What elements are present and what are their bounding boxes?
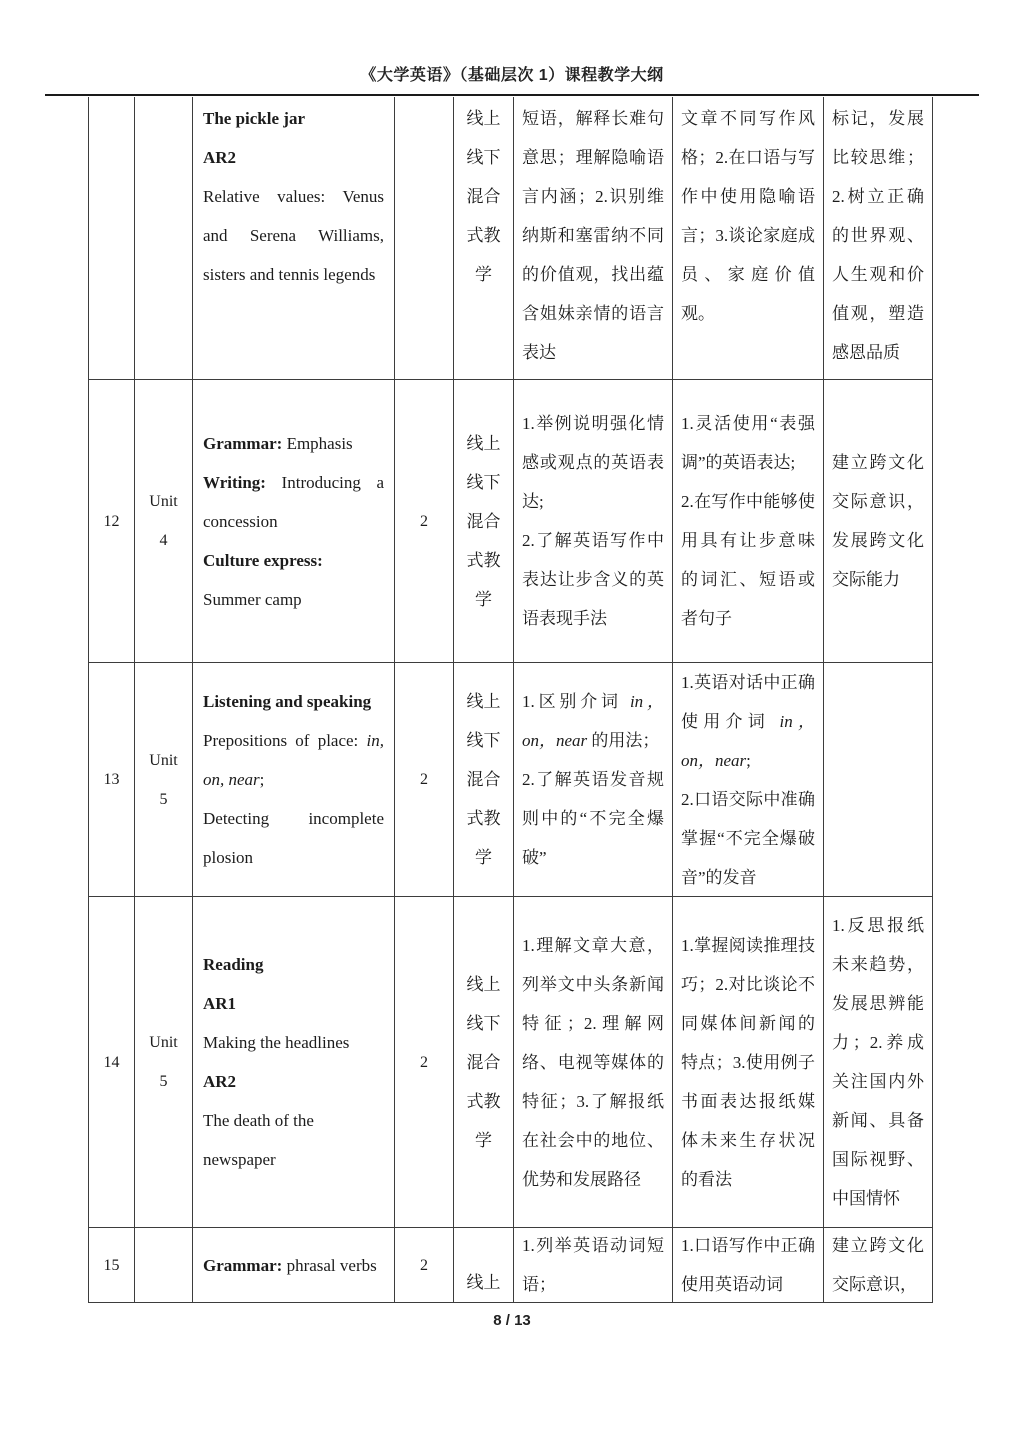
cell-number-line: 14	[103, 1053, 120, 1071]
page-number: 8 / 13	[493, 1312, 531, 1329]
cell-objective-quality	[824, 97, 933, 380]
cell-objective-knowledge-paragraph: 短语，解释长难句意思；理解隐喻语言内涵；2.识别维纳斯和塞雷纳不同的价值观，找出蕴含姐妹亲情的语言表达	[522, 109, 664, 362]
cell-objective-knowledge	[514, 380, 673, 663]
cell-hours-line: 2	[420, 1053, 428, 1071]
cell-hours-line: 2	[420, 1256, 428, 1274]
cell-teaching-mode	[454, 97, 514, 380]
cell-content-paragraph: Writing: Introducing a concession	[203, 472, 384, 531]
cell-objective-quality	[824, 897, 933, 1228]
cell-objective-ability	[673, 380, 824, 663]
cell-teaching-mode-line: 学	[475, 1130, 492, 1150]
cell-unit	[135, 1228, 193, 1303]
cell-objective-quality	[824, 663, 933, 897]
cell-hours	[395, 97, 454, 380]
cell-teaching-mode-line: 线下	[466, 148, 501, 167]
cell-objective-knowledge-paragraph: 1.区别介词 in，on，near 的用法；	[522, 692, 664, 750]
cell-objective-ability-paragraph: 1.灵活使用“表强调”的英语表达;	[681, 414, 815, 472]
cell-objective-ability	[673, 897, 824, 1228]
cell-teaching-mode-line: 混合	[466, 770, 501, 789]
cell-teaching-mode-line: 线下	[466, 1013, 501, 1033]
cell-objective-knowledge-paragraph: 2.了解英语写作中表达让步含义的英语表现手法	[522, 531, 664, 628]
cell-unit	[135, 97, 193, 380]
cell-unit	[135, 663, 193, 897]
cell-number	[89, 897, 135, 1228]
cell-hours	[395, 380, 454, 663]
cell-unit-line: Unit	[149, 1034, 178, 1051]
cell-content-paragraph: Culture express:	[203, 550, 323, 570]
cell-content-paragraph: AR2	[203, 1072, 237, 1091]
cell-teaching-mode-line: 学	[475, 848, 492, 867]
cell-number	[89, 380, 135, 663]
cell-teaching-mode-line: 线下	[466, 472, 501, 492]
cell-content	[193, 380, 395, 663]
cell-objective-ability-paragraph: 1.掌握阅读推理技巧；2.对比谈论不同媒体间新闻的特点；3.使用例子书面表达报纸媒体未来生存状况的看法	[681, 935, 815, 1189]
cell-content-paragraph: The death of the newspaper	[203, 1111, 314, 1169]
cell-objective-ability-paragraph: 1.口语写作中正确使用英语动词	[681, 1236, 815, 1294]
cell-objective-quality-paragraph: 建立跨文化交际意识，发展跨文化交际能力	[832, 453, 924, 589]
cell-hours	[395, 1228, 454, 1303]
cell-content-paragraph: The pickle jar	[203, 109, 305, 128]
cell-content	[193, 897, 395, 1228]
cell-teaching-mode-line: 式教	[466, 226, 501, 245]
cell-teaching-mode-line: 式教	[466, 1091, 501, 1111]
cell-hours	[395, 897, 454, 1228]
cell-unit-line: Unit	[149, 493, 178, 510]
cell-teaching-mode-line: 线上	[466, 974, 501, 994]
cell-unit	[135, 897, 193, 1228]
cell-objective-ability-paragraph: 2.口语交际中准确掌握“不完全爆破音”的发音	[681, 789, 815, 887]
cell-objective-ability	[673, 1228, 824, 1303]
cell-content	[193, 97, 395, 380]
syllabus-table	[88, 97, 934, 1303]
cell-content-paragraph: Making the headlines	[203, 1033, 350, 1052]
cell-content-paragraph: Grammar: phrasal verbs	[203, 1255, 377, 1275]
cell-teaching-mode-line: 线下	[466, 731, 501, 750]
cell-objective-knowledge	[514, 1228, 673, 1303]
cell-objective-ability	[673, 97, 824, 380]
cell-teaching-mode-line: 混合	[466, 511, 501, 531]
cell-objective-ability	[673, 663, 824, 897]
cell-hours-line: 2	[420, 771, 428, 788]
cell-content-paragraph: Reading	[203, 955, 264, 974]
cell-objective-quality-paragraph: 1.反思报纸未来趋势，发展思辨能力；2.养成关注国内外新闻、具备国际视野、中国情怀	[832, 916, 924, 1208]
cell-number-line: 13	[103, 771, 120, 788]
cell-objective-knowledge	[514, 97, 673, 380]
cell-objective-knowledge-paragraph: 1.理解文章大意，列举文中头条新闻特征；2.理解网络、电视等媒体的特征；3.了解报纸在社会中的地位、优势和发展路径	[522, 935, 664, 1189]
cell-teaching-mode-line: 线上	[466, 433, 501, 453]
cell-teaching-mode-line: 线上	[466, 692, 501, 711]
cell-content-paragraph: Grammar: Emphasis	[203, 433, 353, 453]
cell-teaching-mode-line: 式教	[466, 550, 501, 570]
cell-teaching-mode	[454, 663, 514, 897]
cell-teaching-mode-line: 线上	[466, 1273, 501, 1292]
cell-objective-ability-paragraph: 2.在写作中能够使用具有让步意味的词汇、短语或者句子	[681, 492, 815, 628]
cell-content-paragraph: Prepositions of place: in, on, near;	[203, 731, 384, 789]
cell-teaching-mode	[454, 380, 514, 663]
cell-number-line: 12	[103, 512, 120, 530]
cell-content-paragraph: Relative values: Venus and Serena Williams, sisters and tennis legends	[203, 187, 384, 284]
cell-objective-quality-paragraph: 标记，发展比较思维；2.树立正确的世界观、人生观和价值观，塑造感恩品质	[832, 109, 924, 362]
cell-objective-quality	[824, 1228, 933, 1303]
cell-objective-ability-paragraph: 文章不同写作风格；2.在口语与写作中使用隐喻语言；3.谈论家庭成员、家庭价值观。	[681, 109, 815, 323]
cell-teaching-mode-line: 混合	[466, 1052, 501, 1072]
cell-unit-line: 4	[159, 532, 168, 549]
cell-objective-knowledge-paragraph: 1.举例说明强化情感或观点的英语表达;	[522, 414, 664, 511]
cell-unit-line: 5	[159, 1073, 168, 1090]
cell-teaching-mode-line: 混合	[466, 187, 501, 206]
cell-unit-line: Unit	[149, 751, 178, 769]
document-title: 《大学英语》（基础层次 1）课程教学大纲	[360, 67, 664, 84]
cell-hours	[395, 663, 454, 897]
cell-number-line: 15	[103, 1256, 120, 1274]
cell-objective-knowledge-paragraph: 1.列举英语动词短语；	[522, 1236, 664, 1294]
cell-unit	[135, 380, 193, 663]
cell-objective-quality-paragraph: 建立跨文化交际意识，	[832, 1236, 924, 1294]
cell-objective-ability-paragraph: 1.英语对话中正确使用介词 in，on，near;	[681, 672, 815, 770]
cell-teaching-mode	[454, 1228, 514, 1303]
cell-number	[89, 97, 135, 380]
cell-teaching-mode-line: 线上	[466, 109, 501, 128]
cell-objective-knowledge	[514, 663, 673, 897]
cell-content-paragraph: AR2	[203, 148, 237, 167]
cell-content	[193, 1228, 395, 1303]
cell-teaching-mode-line: 学	[475, 265, 492, 284]
cell-objective-quality	[824, 380, 933, 663]
cell-content-paragraph: AR1	[203, 994, 237, 1013]
cell-hours-line: 2	[420, 512, 428, 530]
cell-teaching-mode-line: 式教	[466, 809, 501, 828]
cell-objective-knowledge	[514, 897, 673, 1228]
header-rule	[45, 94, 979, 96]
cell-teaching-mode	[454, 897, 514, 1228]
cell-content-paragraph: Detecting incomplete plosion	[203, 809, 384, 867]
cell-content-paragraph: Listening and speaking	[203, 692, 372, 711]
cell-number	[89, 1228, 135, 1303]
cell-objective-knowledge-paragraph: 2.了解英语发音规则中的“不完全爆破”	[522, 770, 664, 867]
cell-number	[89, 663, 135, 897]
cell-teaching-mode-line: 学	[475, 589, 492, 609]
cell-unit-line: 5	[159, 790, 168, 808]
cell-content	[193, 663, 395, 897]
cell-content-paragraph: Summer camp	[203, 589, 302, 609]
